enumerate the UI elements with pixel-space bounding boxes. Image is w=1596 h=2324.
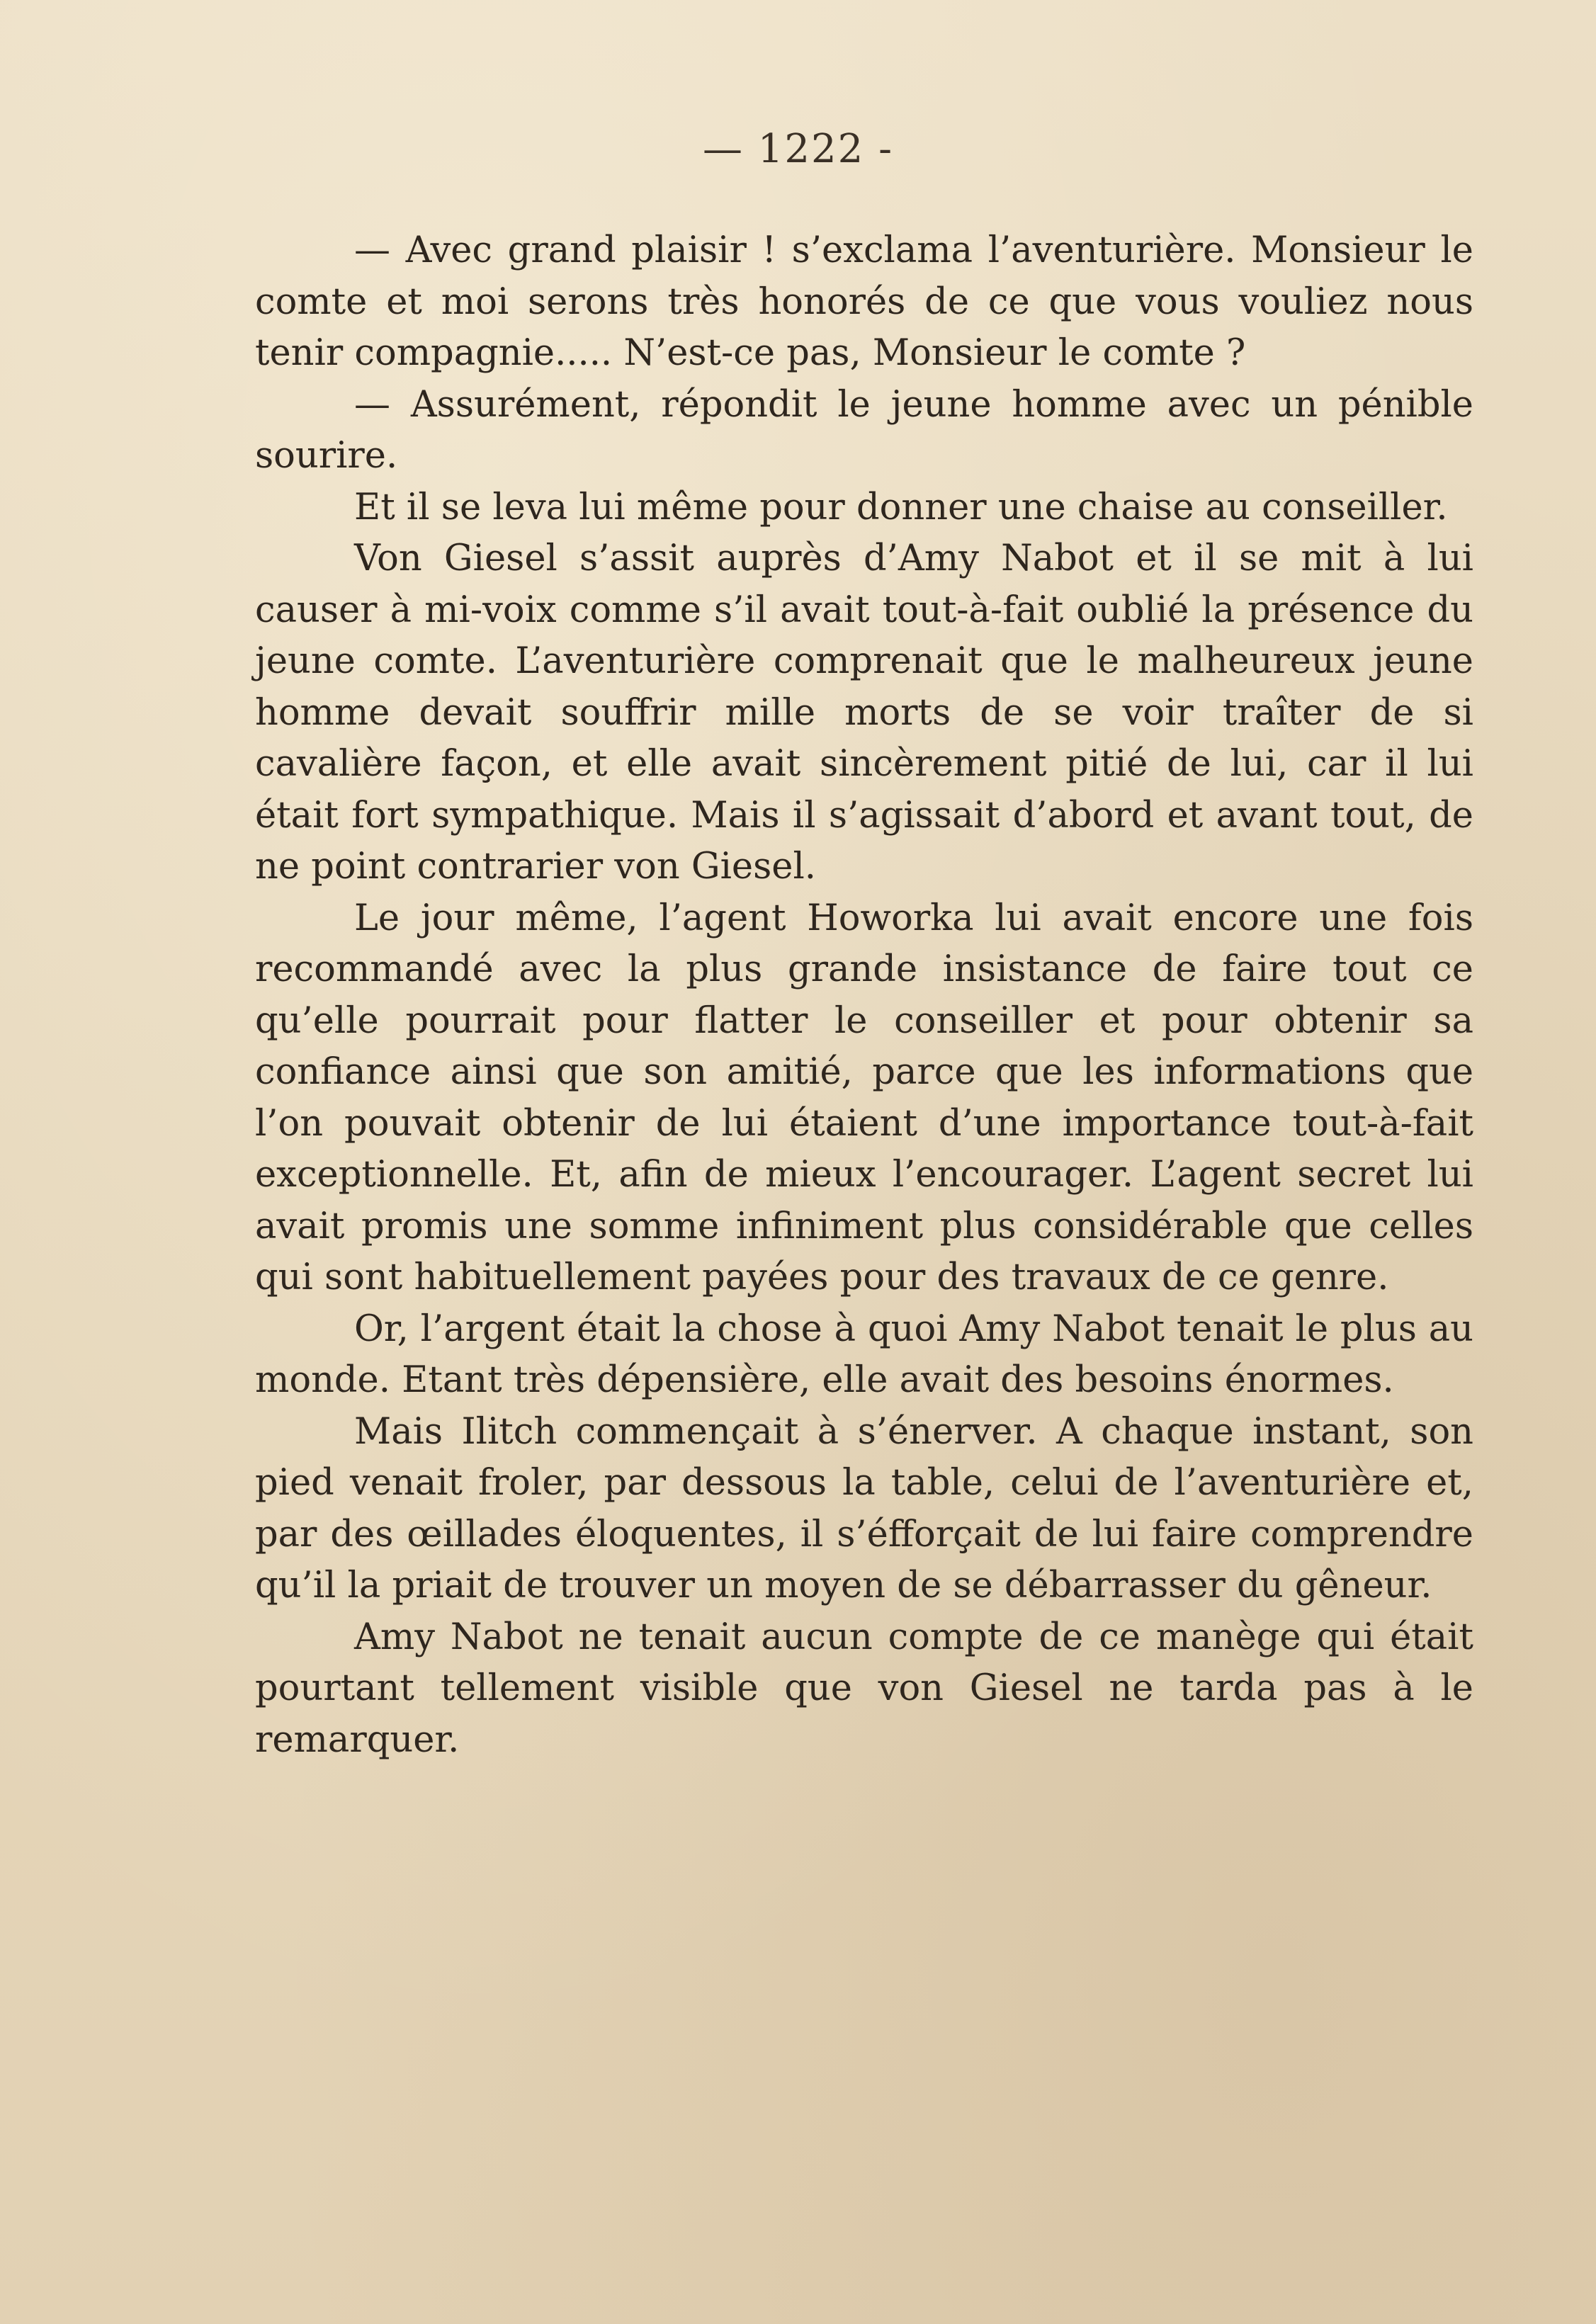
page-number: — 1222 - [702,126,894,172]
paragraph-3: Et il se leva lui même pour donner une chaise au conseiller. [354,486,1448,528]
paragraph-2: — Assurément, répondit le jeune homme avec un pénible sourire. [255,383,1473,477]
paragraph-4: Von Giesel s’assit auprès d’Amy Nabot et il se mit à lui causer à mi-voix comme s’il avait tout-à-fait oublié la présence du jeune comte. L’aventurière comprenait que le malheureux jeune homme devait souffrir mille morts de se voir traîter de si cavalière façon, et elle avait sincèrement pitié de lui, car il lui était fort sympathique. Mais il s’agissait d’abord et avant tout, de ne point contrarier von Giesel. [255,538,1473,888]
paragraph-5: Le jour même, l’agent Howorka lui avait encore une fois recommandé avec la plus grande insistance de faire tout ce qu’elle pourrait pour flatter le conseiller et pour obtenir sa confiance ainsi que son amitié, parce que les informations que l’on pouvait obtenir de lui étaient d’une importance tout-à-fait exceptionnelle. Et, afin de mieux l’encourager. L’agent secret lui avait promis une somme infiniment plus considérable que celles qui sont habituellement payées pour des travaux de ce genre. [255,897,1473,1298]
paragraph-7: Mais Ilitch commençait à s’énerver. A chaque instant, son pied venait froler, par dessous la table, celui de l’aventurière et, par des œillades éloquentes, il s’éfforçait de lui faire comprendre qu’il la priait de trouver un moyen de se débarrasser du gêneur. [255,1410,1473,1606]
paragraph-6: Or, l’argent était la chose à quoi Amy Nabot tenait le plus au monde. Etant très dépensière, elle avait des besoins énormes. [255,1308,1473,1401]
body-text [255,225,1473,1766]
paragraph-1: — Avec grand plaisir ! s’exclama l’aventurière. Monsieur le comte et moi serons très honorés de ce que vous vouliez nous tenir compagnie..... N’est-ce pas, Monsieur le comte ? [255,229,1473,374]
paragraph-8: Amy Nabot ne tenait aucun compte de ce manège qui était pourtant tellement visible que von Giesel ne tarda pas à le remarquer. [255,1616,1473,1761]
